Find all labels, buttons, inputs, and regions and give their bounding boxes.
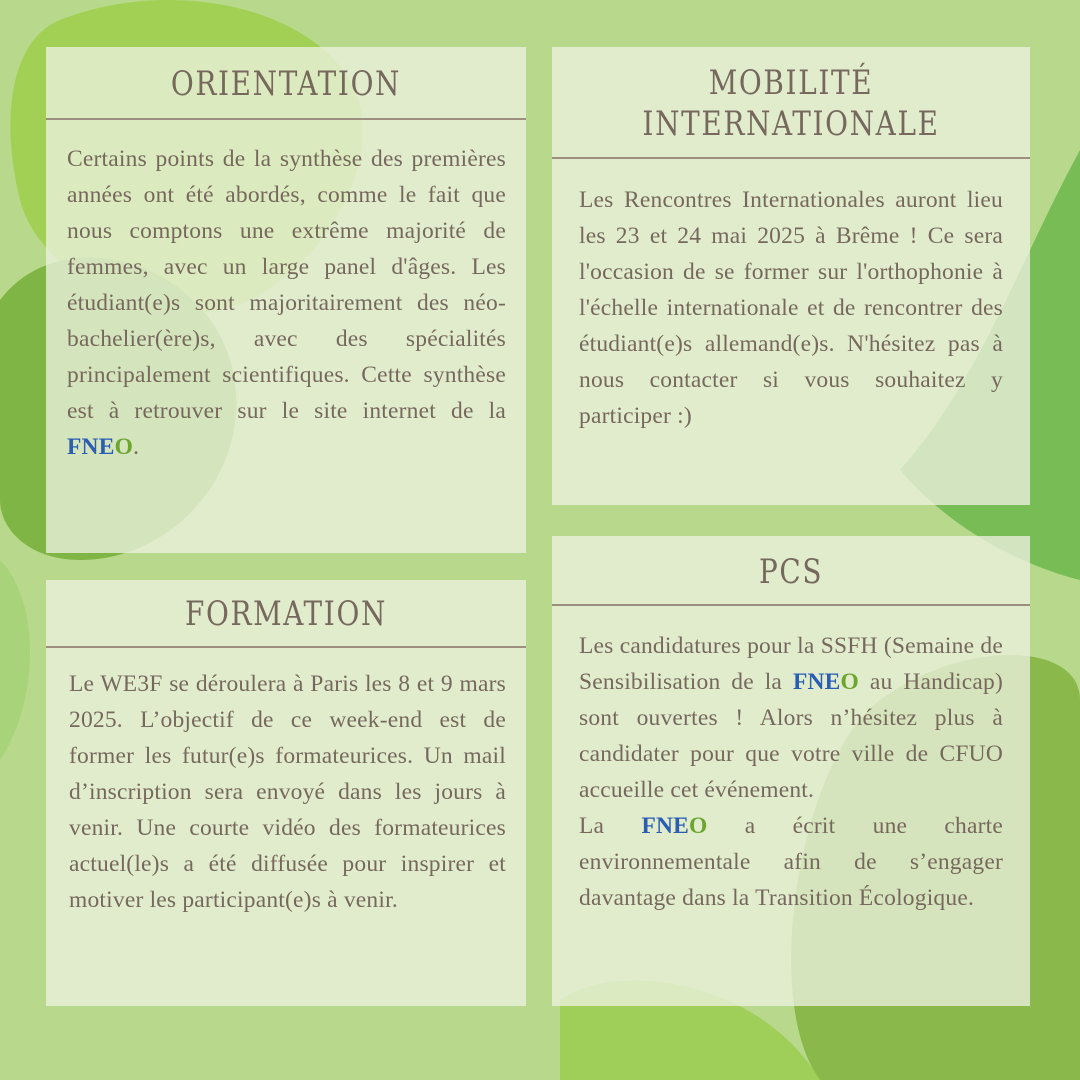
mobilite-title	[595, 63, 987, 145]
fneo-blue-text: FNE	[641, 813, 690, 839]
orientation-title: ORIENTATION	[170, 64, 402, 104]
pcs-panel	[552, 536, 1030, 1006]
fneo-blue-text: FNE	[67, 434, 115, 460]
pcs-text: Les candidatures pour la SSFH (Semaine de Sensibilisation de la	[579, 633, 1003, 695]
formation-title: FORMATION	[185, 594, 387, 634]
formation-panel	[46, 580, 526, 1006]
mobilite-panel	[552, 47, 1030, 505]
pcs-text: a écrit une charte environnementale afin de s’engager davantage dans la Transition Écologique.	[579, 813, 1003, 911]
divider	[552, 604, 1030, 606]
pcs-paragraph-2	[579, 808, 1003, 916]
fneo-green-text: O	[689, 813, 708, 839]
orientation-text-end: .	[133, 434, 140, 460]
mobilite-title-line1: MOBILITÉ	[708, 63, 874, 103]
fneo-green-text: O	[840, 669, 860, 695]
pcs-paragraph-1	[579, 628, 1003, 808]
orientation-body	[67, 141, 506, 465]
mobilite-title-line2: INTERNATIONALE	[642, 104, 940, 144]
mobilite-body: Les Rencontres Internationales auront lieu les 23 et 24 mai 2025 à Brême ! Ce sera l'occasion de se former sur l'orthophonie à l'échelle internationale et de rencontrer des étudiant(e)s allemand(e)s. N'hésitez pas à nous contacter si vous souhaitez y participer :)	[579, 187, 1003, 429]
pcs-text: au Handicap) sont ouvertes ! Alors n’hésitez plus à candidater pour que votre ville de CFUO accueille cet événement.	[579, 669, 1004, 803]
pcs-body	[579, 628, 1003, 916]
divider	[46, 118, 526, 120]
divider	[552, 157, 1030, 159]
orientation-panel	[46, 47, 526, 553]
pcs-text: La	[579, 813, 642, 839]
divider	[46, 646, 526, 648]
formation-body: Le WE3F se déroulera à Paris les 8 et 9 mars 2025. L’objectif de ce week-end est de former les futur(e)s formateurices. Un mail d’inscription sera envoyé dans les jours à venir. Une courte vidéo des formateurices actuel(le)s a été diffusée pour inspirer et motiver les participant(e)s à venir.	[69, 671, 506, 913]
fneo-green-text: O	[114, 434, 134, 460]
fneo-blue-text: FNE	[792, 669, 841, 695]
orientation-text: Certains points de la synthèse des premières années ont été abordés, comme le fait que nous comptons une extrême majorité de femmes, avec un large panel d'âges. Les étudiant(e)s sont majoritairement des néo-bachelier(ère)s, avec des spécialités principalement scientifiques. Cette synthèse est à retrouver sur le site internet de la	[67, 146, 506, 424]
pcs-title: PCS	[758, 552, 824, 592]
fneo-brand	[67, 434, 133, 460]
